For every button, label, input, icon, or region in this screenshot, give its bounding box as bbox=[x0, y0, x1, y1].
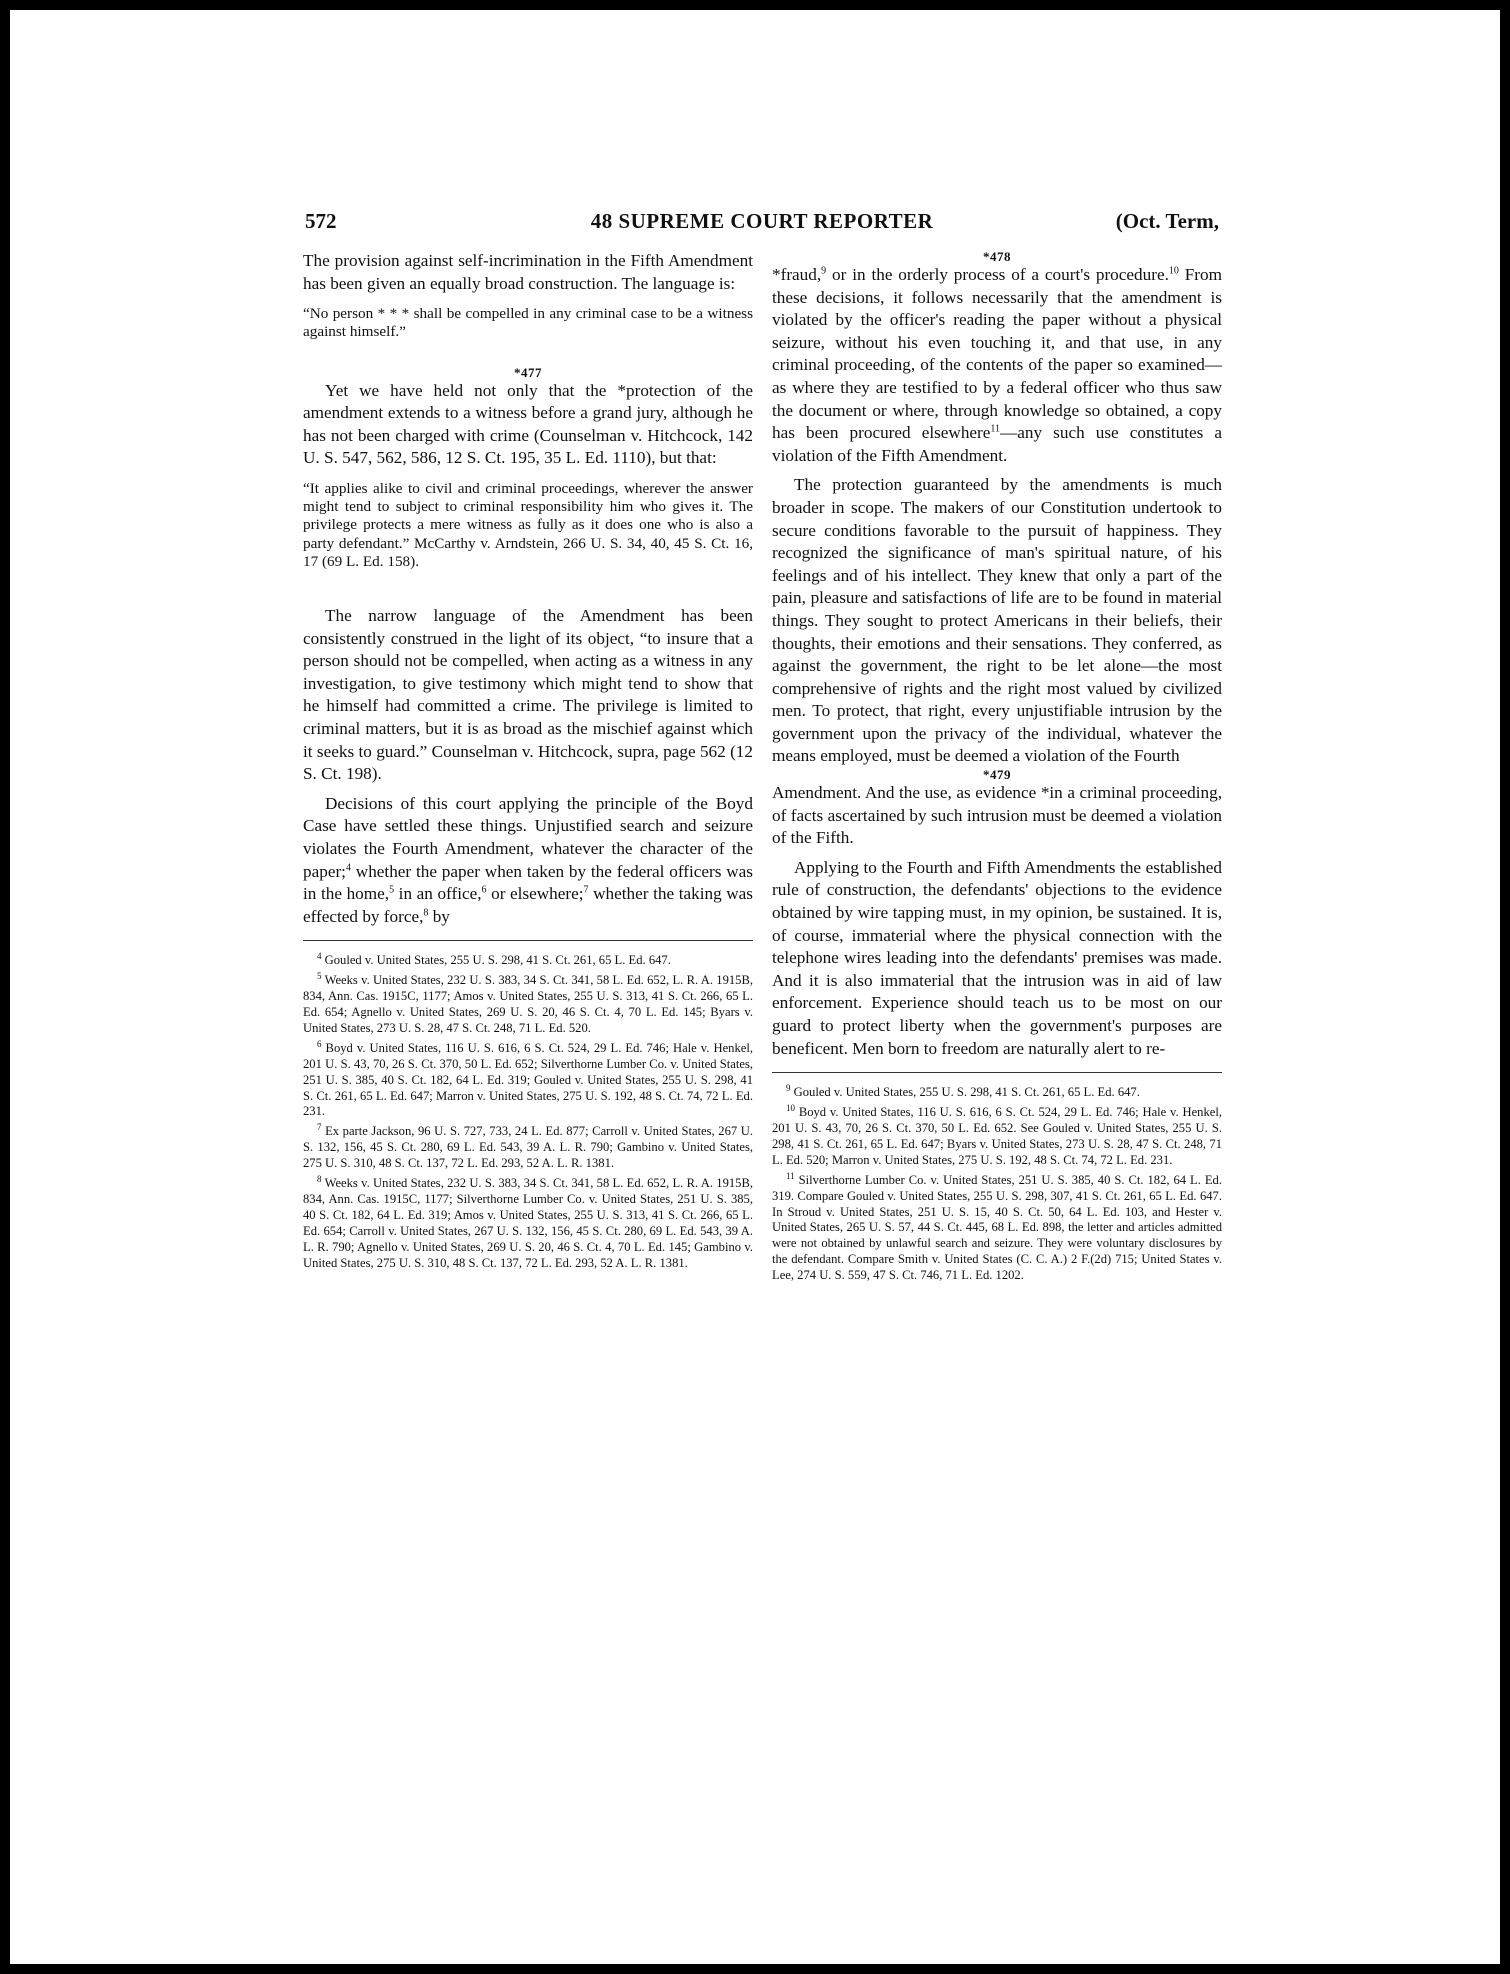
reporter-title: 48 SUPREME COURT REPORTER bbox=[590, 209, 934, 233]
footnote bbox=[772, 1102, 1222, 1169]
block-quote: “It applies alike to civil and criminal proceedings, wherever the answer might tend to subject to criminal responsibility him who gives it. The privilege protects a mere witness as fully as it does one who is also a party defendant.” McCarthy v. Arndstein, 266 U. S. 34, 40, 45 S. Ct. 16, 17 (69 L. Ed. 158). bbox=[303, 479, 753, 570]
paragraph: Yet we have held not only that the *protection of the amendment extends to a witness before a grand jury, although he has not been charged with crime (Counselman v. Hitchcock, 142 U. S. 547, 562, 586, 12 S. Ct. 195, 35 L. Ed. 1110), but that: bbox=[303, 380, 753, 468]
footnote-number: 8 bbox=[317, 1173, 322, 1184]
left-column bbox=[303, 250, 753, 1276]
text-run: by bbox=[428, 906, 450, 926]
star-page-marker: *478 bbox=[983, 249, 1011, 264]
footnote bbox=[303, 973, 753, 1037]
text-run: whether the taking was effected by force, bbox=[303, 884, 753, 926]
text-run: in an office, bbox=[394, 884, 482, 904]
paragraph: The narrow language of the Amendment has been consistently construed in the light of its object, “to insure that a person should not be compelled, when acting as a witness in any investigation, to give testimony which might tend to show that he himself had committed a crime. The privilege is limited to criminal matters, but it is as broad as the mischief against which it seeks to guard.” Counselman v. Hitchcock, supra, page 562 (12 S. Ct. 198). bbox=[303, 605, 753, 784]
footnote-ref[interactable]: 9 bbox=[821, 265, 827, 277]
footnote-ref[interactable]: 11 bbox=[990, 423, 1001, 435]
paragraph: Applying to the Fourth and Fifth Amendments the established rule of construction, the defendants' objections to the evidence obtained by wire tapping must, in my opinion, be sustained. It is, of course, immaterial where the physical connection with the telephone wires leading into the defendants' premises was made. And it is also immaterial that the intrusion was in aid of law enforcement. Experience should teach us to be most on our guard to protect liberty when the government's purposes are beneficent. Men born to freedom are naturally alert to re- bbox=[772, 857, 1222, 1058]
star-page-marker: *479 bbox=[983, 767, 1011, 783]
right-column bbox=[772, 250, 1222, 1288]
footnote-text: Gouled v. United States, 255 U. S. 298, 41 S. Ct. 261, 65 L. Ed. 647. bbox=[324, 953, 671, 968]
footnote-text: Silverthorne Lumber Co. v. United States, 251 U. S. 385, 40 S. Ct. 182, 64 L. Ed. 319. Compare Gouled v. United States, 255 U. S. 298, 307, 41 S. Ct. 261, 65 L. Ed. 647. In Stroud v. United States, 251 U. S. 15, 40 S. Ct. 50, 64 L. Ed. 103, and Hester v. United States, 265 U. S. 57, 44 S. Ct. 445, 68 L. Ed. 898, the letter and articles admitted were not obtained by unlawful search and seizure. They were voluntary disclosures by the defendant. Compare Smith v. United States (C. C. A.) 2 F.(2d) 715; United States v. Lee, 274 U. S. 559, 47 S. Ct. 746, 71 L. Ed. 1202. bbox=[772, 1172, 1222, 1283]
footnote-rule bbox=[772, 1072, 1222, 1073]
footnote-text: Weeks v. United States, 232 U. S. 383, 34 S. Ct. 341, 58 L. Ed. 652, L. R. A. 1915B, 834, Ann. Cas. 1915C, 1177; Silverthorne Lumber Co. v. United States, 251 U. S. 385, 40 S. Ct. 182, 64 L. Ed. 319; Amos v. United States, 255 U. S. 313, 41 S. Ct. 266, 65 L. Ed. 654; Carroll v. United States, 267 U. S. 132, 156, 45 S. Ct. 280, 69 L. Ed. 543, 39 A. L. R. 790; Agnello v. United States, 269 U. S. 20, 46 S. Ct. 4, 70 L. Ed. 145; Gambino v. United States, 275 U. S. 310, 48 S. Ct. 137, 72 L. Ed. 293, 52 A. L. R. 1381. bbox=[303, 1176, 754, 1270]
text-run: whether the paper when taken by the federal officers was in the home, bbox=[303, 861, 753, 904]
footnote bbox=[303, 953, 753, 969]
footnote bbox=[772, 1170, 1222, 1284]
footnote-ref[interactable]: 6 bbox=[481, 884, 487, 896]
footnote bbox=[772, 1085, 1222, 1101]
text-run: From these decisions, it follows necessarily that the amendment is violated by the officer's reading the paper without a physical seizure, without his even touching it, and that use, in any criminal proceeding, of the contents of the paper so examined—as where they are testified to by a federal officer who thus saw the document or where, through knowledge so obtained, a copy has been procured elsewhere bbox=[772, 265, 1222, 443]
footnote-ref[interactable]: 10 bbox=[1168, 265, 1179, 277]
text-run: —any such use constitutes a violation of the Fifth Amendment. bbox=[772, 423, 1222, 465]
running-header bbox=[303, 208, 1221, 238]
footnote-ref[interactable]: 8 bbox=[423, 906, 429, 918]
footnote bbox=[303, 1038, 753, 1121]
text-run: Decisions of this court applying the principle of the Boyd Case have settled these things. Unjustified search and seizure violates the Fourth Amendment, whatever the character of the paper; bbox=[303, 793, 753, 881]
paragraph: Amendment. And the use, as evidence *in a criminal proceeding, of facts ascertained by such intrusion must be deemed a violation of the Fifth. bbox=[772, 783, 1222, 848]
paragraph bbox=[303, 793, 753, 929]
footnote-text: Ex parte Jackson, 96 U. S. 727, 733, 24 L. Ed. 877; Carroll v. United States, 267 U. S. 132, 156, 45 S. Ct. 280, 69 L. Ed. 543, 39 A. L. R. 790; Gambino v. United States, 275 U. S. 310, 48 S. Ct. 137, 72 L. Ed. 293, 52 A. L. R. 1381. bbox=[303, 1124, 753, 1171]
footnote bbox=[303, 1124, 753, 1172]
page-number: 572 bbox=[305, 209, 337, 233]
star-page-marker: *477 bbox=[514, 364, 542, 380]
footnote-number: 5 bbox=[317, 971, 322, 982]
text-run: or elsewhere; bbox=[486, 884, 584, 904]
paragraph: The provision against self-incrimination in the Fifth Amendment has been given an equally broad construction. The language is: bbox=[303, 251, 753, 293]
footnote-ref[interactable]: 5 bbox=[389, 884, 395, 896]
footnote-number: 4 bbox=[317, 951, 322, 962]
footnote-ref[interactable]: 4 bbox=[345, 861, 351, 873]
footnote-number: 6 bbox=[317, 1038, 322, 1049]
text-run: *fraud, bbox=[772, 265, 822, 284]
term-label: (Oct. Term, bbox=[1115, 209, 1219, 233]
text-run: or in the orderly process of a court's procedure. bbox=[826, 265, 1169, 284]
paragraph bbox=[772, 264, 1222, 467]
block-quote: “No person * * * shall be compelled in any criminal case to be a witness against himself.” bbox=[303, 305, 753, 341]
footnote-number: 11 bbox=[786, 1170, 795, 1181]
footnote-ref[interactable]: 7 bbox=[583, 884, 589, 896]
footnote-text: Weeks v. United States, 232 U. S. 383, 34 S. Ct. 341, 58 L. Ed. 652, L. R. A. 1915B, 834, Ann. Cas. 1915C, 1177; Amos v. United States, 255 U. S. 313, 41 S. Ct. 266, 65 L. Ed. 654; Agnello v. United States, 269 U. S. 20, 46 S. Ct. 4, 70 L. Ed. 145; Byars v. United States, 273 U. S. 28, 47 S. Ct. 248, 71 L. Ed. 520. bbox=[303, 973, 754, 1035]
footnote-text: Boyd v. United States, 116 U. S. 616, 6 S. Ct. 524, 29 L. Ed. 746; Hale v. Henkel, 201 U. S. 43, 70, 26 S. Ct. 370, 50 L. Ed. 652; Silverthorne Lumber Co. v. United States, 251 U. S. 385, 40 S. Ct. 182, 64 L. Ed. 319; Gouled v. United States, 255 U. S. 298, 41 S. Ct. 261, 65 L. Ed. 647; Marron v. United States, 275 U. S. 192, 48 S. Ct. 74, 72 L. Ed. 231. bbox=[303, 1040, 753, 1119]
footnote bbox=[303, 1173, 754, 1271]
footnotes-left bbox=[303, 953, 753, 1271]
footnote-number: 9 bbox=[786, 1083, 791, 1093]
footnotes-right bbox=[772, 1085, 1222, 1284]
footnote-rule bbox=[303, 940, 753, 941]
footnote-text: Gouled v. United States, 255 U. S. 298, 41 S. Ct. 261, 65 L. Ed. 647. bbox=[793, 1085, 1140, 1100]
footnote-text: Boyd v. United States, 116 U. S. 616, 6 S. Ct. 524, 29 L. Ed. 746; Hale v. Henkel, 201 U. S. 43, 70, 26 S. Ct. 370, 50 L. Ed. 652. See Gouled v. United States, 255 U. S. 298, 41 S. Ct. 261, 65 L. Ed. 647; Byars v. United States, 273 U. S. 28, 47 S. Ct. 248, 71 L. Ed. 520; Marron v. United States, 275 U. S. 192, 48 S. Ct. 74, 72 L. Ed. 231. bbox=[772, 1105, 1222, 1167]
paragraph: The protection guaranteed by the amendments is much broader in scope. The makers of our Constitution undertook to secure conditions favorable to the pursuit of happiness. They recognized the significance of man's spiritual nature, of his feelings and of his intellect. They knew that only a part of the pain, pleasure and satisfactions of life are to be found in material things. They sought to protect Americans in their beliefs, their thoughts, their emotions and their sensations. They conferred, as against the government, the right to be let alone—the most comprehensive of rights and the right most valued by civilized men. To protect, that right, every unjustifiable intrusion by the government upon the privacy of the individual, whatever the means employed, must be deemed a violation of the Fourth bbox=[772, 475, 1222, 766]
footnote-number: 10 bbox=[786, 1102, 795, 1113]
footnote-number: 7 bbox=[317, 1122, 322, 1133]
